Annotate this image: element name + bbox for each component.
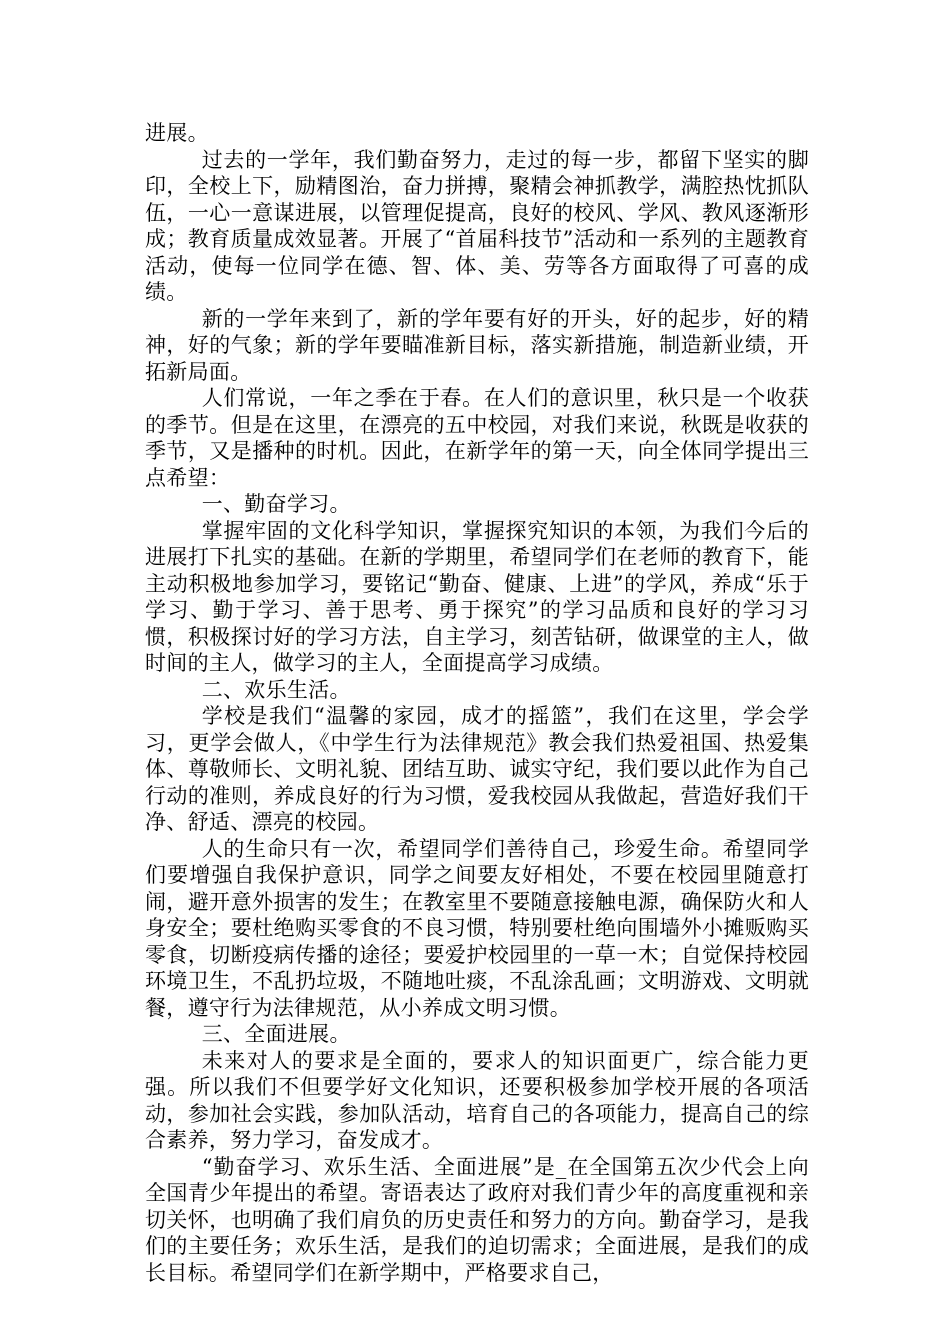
paragraph: 进展。 (145, 121, 209, 145)
paragraph: “勤奋学习、欢乐生活、全面进展”是_在全国第五次少代会上向全国青少年提出的希望。寄语表达了政府对我们青少年的高度重视和亲切关怀，也明确了我们肩负的历史责任和努力的方向。勤奋学习，是我们的主要任务；欢乐生活，是我们的迫切需求；全面进展，是我们的成长目标。希望同学们在新学期中，严格要求自己， (145, 1154, 809, 1285)
paragraph: 未来对人的要求是全面的，要求人的知识面更广，综合能力更强。所以我们不但要学好文化知识，还要积极参加学校开展的各项活动，参加社会实践，参加队活动，培育自己的各项能力，提高自己的综合素养，努力学习，奋发成才。 (145, 1048, 809, 1152)
paragraph: 过去的一学年，我们勤奋努力，走过的每一步，都留下坚实的脚印，全校上下，励精图治，奋力拼搏，聚精会神抓教学，满腔热忱抓队伍，一心一意谋进展，以管理促提高，良好的校风、学风、教风逐渐形成；教育质量成效显著。开展了“首届科技节”活动和一系列的主题教育活动，使每一位同学在德、智、体、美、劳等各方面取得了可喜的成绩。 (145, 147, 809, 304)
paragraph: 人的生命只有一次，希望同学们善待自己，珍爱生命。希望同学们要增强自我保护意识，同学之间要友好相处，不要在校园里随意打闹，避开意外损害的发生；在教室里不要随意接触电源，确保防火和人身安全；要杜绝购买零食的不良习惯，特别要杜绝向围墙外小摊贩购买零食，切断疫病传播的途径；要爱护校园里的一草一木；自觉保持校园环境卫生，不乱扔垃圾，不随地吐痰，不乱涂乱画；文明游戏、文明就餐，遵守行为法律规范，从小养成文明习惯。 (145, 836, 809, 1020)
paragraph: 新的一学年来到了，新的学年要有好的开头，好的起步，好的精神，好的气象；新的学年要瞄准新目标，落实新措施，制造新业绩，开拓新局面。 (145, 306, 809, 384)
section-heading: 二、欢乐生活。 (201, 677, 351, 702)
section-heading: 一、勤奋学习。 (201, 492, 351, 516)
paragraph: 掌握牢固的文化科学知识，掌握探究知识的本领，为我们今后的进展打下扎实的基础。在新的学期里，希望同学们在老师的教育下，能主动积极地参加学习，要铭记“勤奋、健康、上进”的学风，养成“乐于学习、勤于学习、善于思考、勇于探究”的学习品质和良好的学习习惯，积极探讨好的学习方法，自主学习，刻苦钻研，做课堂的主人，做时间的主人，做学习的主人，全面提高学习成绩。 (145, 518, 809, 675)
paragraph: 学校是我们“温馨的家园，成才的摇篮”，我们在这里，学会学习，更学会做人，《中学生行为法律规范》教会我们热爱祖国、热爱集体、尊敬师长、文明礼貌、团结互助、诚实守纪，我们要以此作为自己行动的准则，养成良好的行为习惯，爱我校园从我做起，营造好我们干净、舒适、漂亮的校园。 (145, 704, 809, 834)
document-body (145, 120, 809, 1286)
paragraph: 人们常说，一年之季在于春。在人们的意识里，秋只是一个收获的季节。但是在这里，在漂亮的五中校园，对我们来说，秋既是收获的季节，又是播种的时机。因此，在新学年的第一天，向全体同学提出三点希望： (145, 386, 809, 490)
section-heading: 三、全面进展。 (201, 1022, 351, 1046)
